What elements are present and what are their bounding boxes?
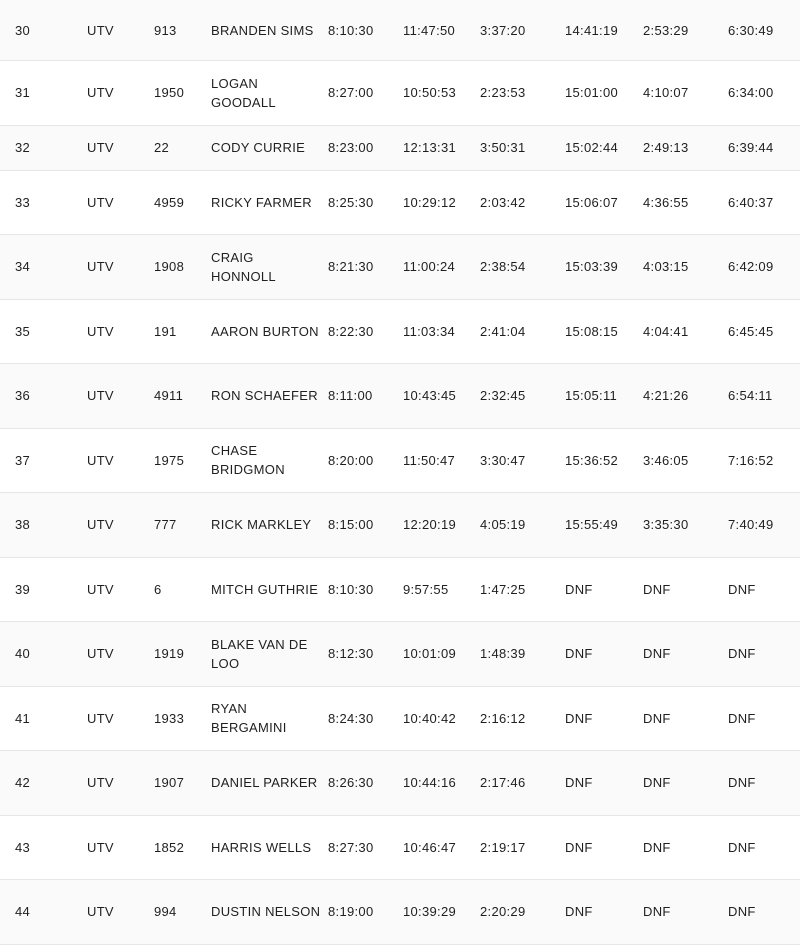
position-cell: 33 — [0, 170, 87, 235]
number-cell: 1852 — [154, 815, 211, 880]
time-cell-2: 11:50:47 — [403, 428, 480, 493]
time-cell-4: 14:41:19 — [565, 0, 643, 61]
time-cell-3: 3:37:20 — [480, 0, 565, 61]
time-cell-4: 15:36:52 — [565, 428, 643, 493]
time-cell-5: 4:04:41 — [643, 299, 728, 364]
time-cell-5: 2:53:29 — [643, 0, 728, 61]
time-cell-1: 8:22:30 — [328, 299, 403, 364]
time-cell-5: DNF — [643, 880, 728, 945]
table-row — [0, 0, 800, 61]
time-cell-6: 7:16:52 — [728, 428, 800, 493]
position-cell: 32 — [0, 125, 87, 170]
table-row — [0, 557, 800, 622]
driver-name-cell: RYAN BERGAMINI — [211, 686, 328, 751]
time-cell-6: 6:45:45 — [728, 299, 800, 364]
number-cell: 22 — [154, 125, 211, 170]
time-cell-6: 6:42:09 — [728, 235, 800, 300]
position-cell: 36 — [0, 364, 87, 429]
time-cell-4: 15:03:39 — [565, 235, 643, 300]
time-cell-2: 12:13:31 — [403, 125, 480, 170]
time-cell-5: DNF — [643, 622, 728, 687]
driver-name-cell: DUSTIN NELSON — [211, 880, 328, 945]
number-cell: 1933 — [154, 686, 211, 751]
time-cell-3: 2:41:04 — [480, 299, 565, 364]
time-cell-6: 7:40:49 — [728, 493, 800, 558]
class-cell: UTV — [87, 815, 154, 880]
time-cell-1: 8:19:00 — [328, 880, 403, 945]
position-cell: 42 — [0, 751, 87, 816]
position-cell: 40 — [0, 622, 87, 687]
time-cell-5: 3:46:05 — [643, 428, 728, 493]
number-cell: 777 — [154, 493, 211, 558]
number-cell: 1975 — [154, 428, 211, 493]
position-cell: 41 — [0, 686, 87, 751]
time-cell-4: 15:02:44 — [565, 125, 643, 170]
time-cell-5: 4:21:26 — [643, 364, 728, 429]
driver-name-cell: HARRIS WELLS — [211, 815, 328, 880]
time-cell-1: 8:12:30 — [328, 622, 403, 687]
table-row — [0, 235, 800, 300]
number-cell: 1907 — [154, 751, 211, 816]
class-cell: UTV — [87, 557, 154, 622]
time-cell-1: 8:11:00 — [328, 364, 403, 429]
time-cell-2: 11:47:50 — [403, 0, 480, 61]
time-cell-6: DNF — [728, 751, 800, 816]
time-cell-2: 10:50:53 — [403, 61, 480, 126]
number-cell: 1908 — [154, 235, 211, 300]
time-cell-3: 3:50:31 — [480, 125, 565, 170]
time-cell-4: DNF — [565, 880, 643, 945]
time-cell-4: DNF — [565, 815, 643, 880]
time-cell-6: 6:30:49 — [728, 0, 800, 61]
class-cell: UTV — [87, 880, 154, 945]
driver-name-cell: AARON BURTON — [211, 299, 328, 364]
time-cell-5: 3:35:30 — [643, 493, 728, 558]
position-cell: 35 — [0, 299, 87, 364]
time-cell-2: 10:40:42 — [403, 686, 480, 751]
time-cell-5: DNF — [643, 751, 728, 816]
time-cell-6: 6:39:44 — [728, 125, 800, 170]
time-cell-2: 10:29:12 — [403, 170, 480, 235]
position-cell: 38 — [0, 493, 87, 558]
time-cell-5: 4:03:15 — [643, 235, 728, 300]
table-row — [0, 428, 800, 493]
time-cell-5: DNF — [643, 815, 728, 880]
time-cell-2: 9:57:55 — [403, 557, 480, 622]
time-cell-6: DNF — [728, 622, 800, 687]
number-cell: 191 — [154, 299, 211, 364]
driver-name-cell: RICK MARKLEY — [211, 493, 328, 558]
driver-name-cell: BRANDEN SIMS — [211, 0, 328, 61]
time-cell-3: 2:23:53 — [480, 61, 565, 126]
table-row — [0, 125, 800, 170]
class-cell: UTV — [87, 686, 154, 751]
class-cell: UTV — [87, 235, 154, 300]
time-cell-1: 8:27:00 — [328, 61, 403, 126]
position-cell: 30 — [0, 0, 87, 61]
time-cell-4: DNF — [565, 622, 643, 687]
time-cell-1: 8:10:30 — [328, 0, 403, 61]
time-cell-5: DNF — [643, 686, 728, 751]
number-cell: 4959 — [154, 170, 211, 235]
time-cell-3: 3:30:47 — [480, 428, 565, 493]
time-cell-4: 15:06:07 — [565, 170, 643, 235]
time-cell-2: 10:44:16 — [403, 751, 480, 816]
table-row — [0, 686, 800, 751]
position-cell: 31 — [0, 61, 87, 126]
table-row — [0, 170, 800, 235]
table-row — [0, 364, 800, 429]
time-cell-3: 1:47:25 — [480, 557, 565, 622]
number-cell: 1950 — [154, 61, 211, 126]
time-cell-3: 4:05:19 — [480, 493, 565, 558]
table-row — [0, 815, 800, 880]
class-cell: UTV — [87, 61, 154, 126]
number-cell: 994 — [154, 880, 211, 945]
table-row — [0, 61, 800, 126]
time-cell-6: 6:40:37 — [728, 170, 800, 235]
driver-name-cell: BLAKE VAN DE LOO — [211, 622, 328, 687]
time-cell-6: DNF — [728, 557, 800, 622]
time-cell-2: 10:43:45 — [403, 364, 480, 429]
time-cell-6: DNF — [728, 880, 800, 945]
time-cell-3: 2:32:45 — [480, 364, 565, 429]
time-cell-6: 6:54:11 — [728, 364, 800, 429]
driver-name-cell: CRAIG HONNOLL — [211, 235, 328, 300]
time-cell-1: 8:25:30 — [328, 170, 403, 235]
time-cell-5: 2:49:13 — [643, 125, 728, 170]
time-cell-5: DNF — [643, 557, 728, 622]
table-row — [0, 299, 800, 364]
time-cell-1: 8:21:30 — [328, 235, 403, 300]
time-cell-3: 2:16:12 — [480, 686, 565, 751]
time-cell-3: 1:48:39 — [480, 622, 565, 687]
class-cell: UTV — [87, 170, 154, 235]
position-cell: 34 — [0, 235, 87, 300]
time-cell-4: 15:08:15 — [565, 299, 643, 364]
class-cell: UTV — [87, 428, 154, 493]
time-cell-6: DNF — [728, 686, 800, 751]
time-cell-1: 8:15:00 — [328, 493, 403, 558]
time-cell-4: DNF — [565, 557, 643, 622]
time-cell-5: 4:10:07 — [643, 61, 728, 126]
time-cell-6: DNF — [728, 815, 800, 880]
time-cell-4: DNF — [565, 686, 643, 751]
driver-name-cell: MITCH GUTHRIE — [211, 557, 328, 622]
position-cell: 44 — [0, 880, 87, 945]
driver-name-cell: LOGAN GOODALL — [211, 61, 328, 126]
driver-name-cell: CHASE BRIDGMON — [211, 428, 328, 493]
time-cell-3: 2:20:29 — [480, 880, 565, 945]
time-cell-4: DNF — [565, 751, 643, 816]
time-cell-6: 6:34:00 — [728, 61, 800, 126]
class-cell: UTV — [87, 125, 154, 170]
position-cell: 37 — [0, 428, 87, 493]
time-cell-1: 8:26:30 — [328, 751, 403, 816]
number-cell: 913 — [154, 0, 211, 61]
driver-name-cell: RICKY FARMER — [211, 170, 328, 235]
class-cell: UTV — [87, 751, 154, 816]
time-cell-2: 11:00:24 — [403, 235, 480, 300]
time-cell-1: 8:27:30 — [328, 815, 403, 880]
table-row — [0, 880, 800, 945]
time-cell-2: 10:46:47 — [403, 815, 480, 880]
time-cell-2: 12:20:19 — [403, 493, 480, 558]
position-cell: 43 — [0, 815, 87, 880]
class-cell: UTV — [87, 364, 154, 429]
time-cell-1: 8:24:30 — [328, 686, 403, 751]
driver-name-cell: RON SCHAEFER — [211, 364, 328, 429]
time-cell-2: 10:01:09 — [403, 622, 480, 687]
class-cell: UTV — [87, 493, 154, 558]
time-cell-1: 8:10:30 — [328, 557, 403, 622]
time-cell-4: 15:55:49 — [565, 493, 643, 558]
class-cell: UTV — [87, 622, 154, 687]
time-cell-3: 2:03:42 — [480, 170, 565, 235]
position-cell: 39 — [0, 557, 87, 622]
time-cell-1: 8:20:00 — [328, 428, 403, 493]
driver-name-cell: DANIEL PARKER — [211, 751, 328, 816]
class-cell: UTV — [87, 0, 154, 61]
time-cell-3: 2:38:54 — [480, 235, 565, 300]
driver-name-cell: CODY CURRIE — [211, 125, 328, 170]
table-row — [0, 493, 800, 558]
time-cell-3: 2:17:46 — [480, 751, 565, 816]
time-cell-1: 8:23:00 — [328, 125, 403, 170]
time-cell-4: 15:05:11 — [565, 364, 643, 429]
time-cell-2: 10:39:29 — [403, 880, 480, 945]
time-cell-5: 4:36:55 — [643, 170, 728, 235]
number-cell: 6 — [154, 557, 211, 622]
number-cell: 1919 — [154, 622, 211, 687]
table-row — [0, 751, 800, 816]
table-row — [0, 622, 800, 687]
time-cell-4: 15:01:00 — [565, 61, 643, 126]
time-cell-3: 2:19:17 — [480, 815, 565, 880]
number-cell: 4911 — [154, 364, 211, 429]
class-cell: UTV — [87, 299, 154, 364]
time-cell-2: 11:03:34 — [403, 299, 480, 364]
